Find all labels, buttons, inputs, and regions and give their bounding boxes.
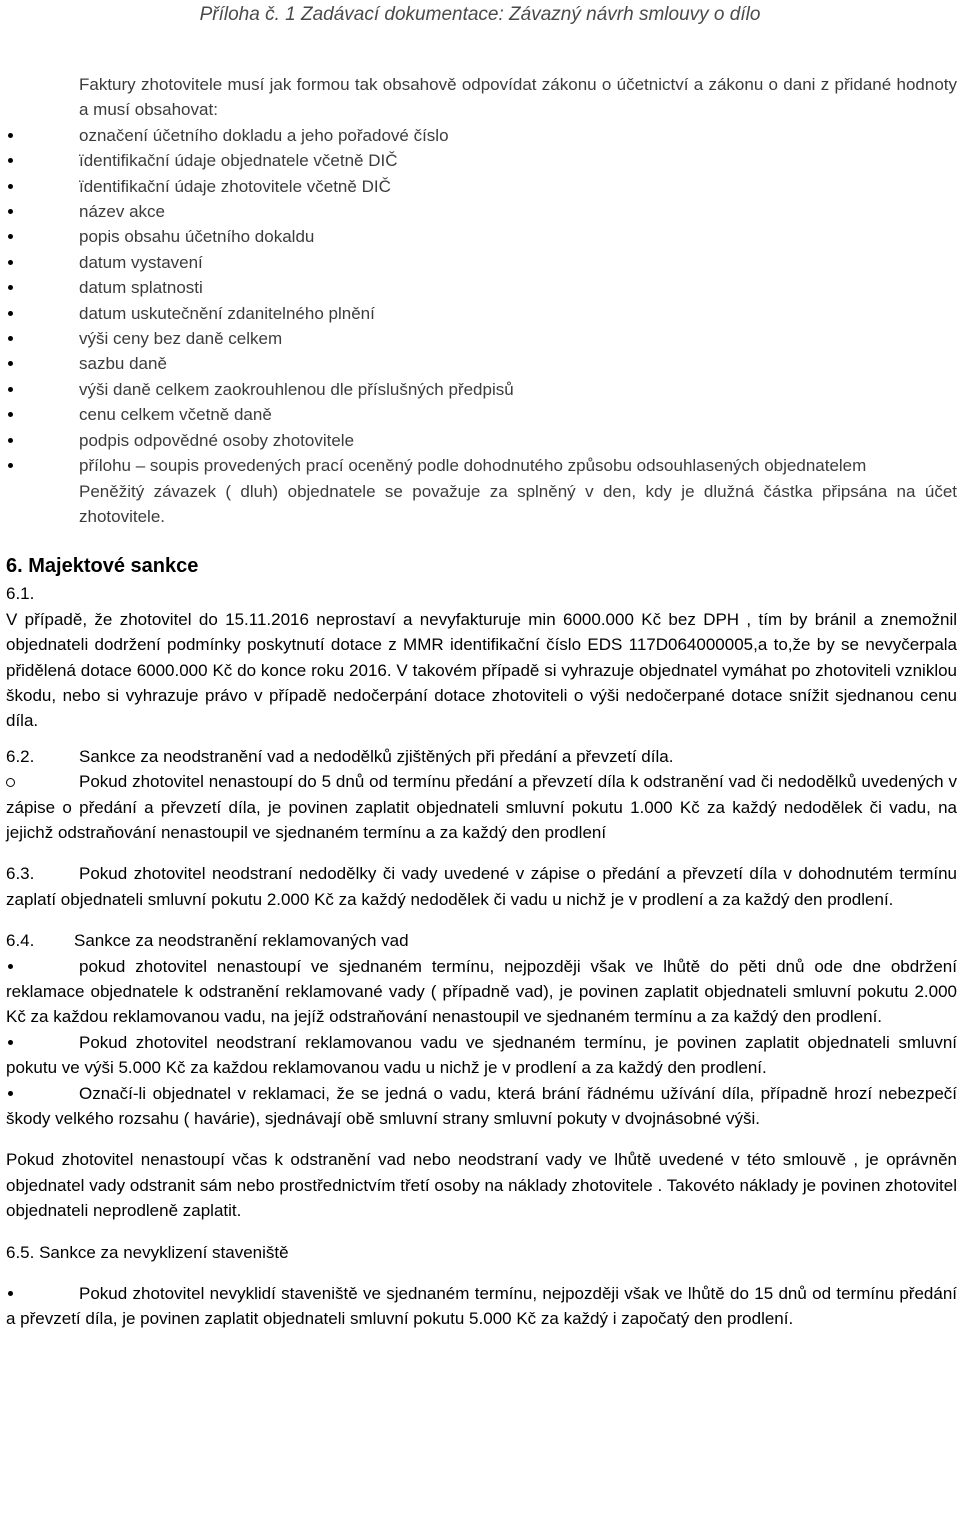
invoice-item-attachment <box>6 453 957 478</box>
invoice-item-text: datum vystavení <box>79 252 203 272</box>
invoice-item-text: přílohu – soupis provedených prací oceněný podle dohodnutého způsobu odsouhlasených objednatelem <box>79 456 867 476</box>
section-6-5-heading: Sankce za nevyklizení staveniště <box>39 1242 289 1262</box>
circle-bullet-icon <box>6 778 15 787</box>
invoice-item-text: sazbu daně <box>79 354 167 374</box>
bullet-icon <box>8 234 13 239</box>
invoice-item <box>6 275 957 300</box>
bullet-icon <box>8 463 13 468</box>
section-6-2-heading-line <box>6 744 957 769</box>
invoice-item <box>6 351 957 376</box>
invoice-item-text: označení účetního dokladu a jeho pořadové číslo <box>79 125 449 145</box>
invoice-item <box>6 428 957 453</box>
section-6-5-number: 6.5. <box>6 1242 35 1262</box>
bullet-icon <box>8 412 13 417</box>
section-6-2-text: Pokud zhotovitel nenastoupí do 5 dnů od termínu předání a převzetí díla k odstranění vad či nedodělků uvedených v zápise o předání a převzetí díla, je povinen zaplatit objednateli smluvní pokutu 1.000 Kč za každý nedodělek či vadu, na jejichž odstraňování nenastoupil ve sjednaném termínu a za každý den prodlení <box>6 772 957 842</box>
invoice-item-text: podpis odpovědné osoby zhotovitele <box>79 430 355 450</box>
invoice-item-text: cenu celkem včetně daně <box>79 405 272 425</box>
section-6-1-text: V případě, že zhotovitel do 15.11.2016 neprostaví a nevyfakturuje min 6000.000 Kč bez DPH , tím by bránil a znemožnil objednateli dodržení podmínky poskytnutí dotace z MMR identifikační číslo EDS 117D064000005,a to,že by se nevyčerpala přidělená dotace 6000.000 Kč do konce roku 2016. V takovém případě si vyhrazuje objednatel vymáhat po zhotoviteli vzniklou škodu, nebo si vyhrazuje právo v případě nedočerpání dotace zhotoviteli o výši nedočerpané dotace snížit sjednanou cenu díla. <box>6 609 957 731</box>
payment-note: Peněžitý závazek ( dluh) objednatele se považuje za splněný v den, kdy je dlužná částka připsána na účet zhotovitele. <box>79 481 957 526</box>
section-6-3-number: 6.3. <box>6 864 35 884</box>
section-6-5-heading-line <box>6 1240 957 1265</box>
bullet-icon <box>8 260 13 265</box>
section-6-3-text: Pokud zhotovitel neodstraní nedodělky či vady uvedené v zápise o předání a převzetí díla v dohodnutém termínu zaplatí objednateli smluvní pokutu 2.000 Kč za každý nedodělek či vadu u nichž je v prodlení a za každý den prodlení. <box>6 864 957 909</box>
invoice-item-text: výši ceny bez daně celkem <box>79 329 283 349</box>
invoice-item-text: datum splatnosti <box>79 278 203 298</box>
section-6-4-heading: Sankce za neodstranění reklamovaných vad <box>74 931 409 951</box>
bullet-icon <box>8 1091 13 1096</box>
intro-paragraph: Faktury zhotovitele musí jak formou tak obsahově odpovídat zákonu o účetnictví a zákonu o dani z přidané hodnoty a musí obsahovat: <box>79 75 957 120</box>
section-6-4-bullet-1: pokud zhotovitel nenastoupí ve sjednaném termínu, nejpozději však ve lhůtě do pěti dnů ode dne obdržení reklamace objednatele k odstranění reklamované vady ( případně vad), je povinen zaplatit objednateli smluvní pokutu 2.000 Kč za každou reklamovanou vadu, na jejíž odstraňování nenastoupil ve sjednaném termínu a za každý den prodlení. <box>6 956 957 1027</box>
invoice-item <box>6 377 957 402</box>
invoice-item <box>6 148 957 173</box>
bullet-icon <box>8 438 13 443</box>
bullet-icon <box>8 964 13 969</box>
section-6-4-heading-line <box>6 928 957 953</box>
invoice-item-text: název akce <box>79 202 165 222</box>
invoice-item-text: datum uskutečnění zdanitelného plnění <box>79 303 375 323</box>
section-6-4-number: 6.4. <box>6 931 35 951</box>
invoice-item-text: popis obsahu účetního dokaldu <box>79 227 315 247</box>
bullet-icon <box>8 158 13 163</box>
bullet-icon <box>8 361 13 366</box>
invoice-item <box>6 174 957 199</box>
bullet-icon <box>8 387 13 392</box>
invoice-item <box>6 224 957 249</box>
section-6-4-bullet-2: Pokud zhotovitel neodstraní reklamovanou vadu ve sjednaném termínu, je povinen zaplatit objednateli smluvní pokutu ve výši 5.000 Kč za každou reklamovanou vadu u nichž je v prodlení a za každý den prodlení. <box>6 1032 957 1078</box>
invoice-requirements-list <box>6 123 957 453</box>
invoice-item <box>6 250 957 275</box>
section-6-3 <box>6 861 957 912</box>
invoice-item-text: ïdentifikační údaje objednatele včetně DIČ <box>79 151 398 171</box>
invoice-item <box>6 301 957 326</box>
invoice-item <box>6 199 957 224</box>
invoice-item <box>6 123 957 148</box>
bullet-icon <box>8 209 13 214</box>
page-header: Příloha č. 1 Zadávací dokumentace: Závazný návrh smlouvy o dílo <box>199 4 761 25</box>
section-6-2-heading: Sankce za neodstranění vad a nedodělků zjištěných při předání a převzetí díla. <box>79 746 674 766</box>
section-6-4-closing: Pokud zhotovitel nenastoupí včas k odstranění vad nebo neodstraní vady ve lhůtě uvedené v této smlouvě , je oprávněn objednatel vady odstranit sám nebo prostřednictvím třetí osoby na náklady zhotovitele . Takovéto náklady je povinen zhotovitel objednateli neprodleně zaplatit. <box>6 1150 957 1221</box>
bullet-icon <box>8 336 13 341</box>
invoice-item-text: ïdentifikační údaje zhotovitele včetně DIČ <box>79 176 391 196</box>
section-title: 6. Majektové sankce <box>6 555 199 578</box>
invoice-item <box>6 326 957 351</box>
section-6-1-number: 6.1. <box>6 584 35 604</box>
section-6-4-bullet-3: Označí-li objednatel v reklamaci, že se jedná o vadu, která brání řádnému užívání díla, případně hrozí nebezpečí škody velkého rozsahu ( havárie), sjednávají obě smluvní strany smluvní pokuty v dvojnásobné výši. <box>6 1083 957 1129</box>
invoice-item-text: výši daně celkem zaokrouhlenou dle příslušných předpisů <box>79 379 514 399</box>
document-body <box>6 72 957 1332</box>
bullet-icon <box>8 184 13 189</box>
bullet-icon <box>8 133 13 138</box>
invoice-item <box>6 402 957 427</box>
bullet-icon <box>8 1040 13 1045</box>
section-6-2-number: 6.2. <box>6 746 35 766</box>
section-6-5-bullet: Pokud zhotovitel nevyklidí staveniště ve sjednaném termínu, nejpozději však ve lhůtě do 15 dnů od termínu předání a převzetí díla, je povinen zaplatit objednateli smluvní pokutu 5.000 Kč za každý i započatý den prodlení. <box>6 1284 957 1329</box>
bullet-icon <box>8 285 13 290</box>
bullet-icon <box>8 311 13 316</box>
bullet-icon <box>8 1291 13 1296</box>
